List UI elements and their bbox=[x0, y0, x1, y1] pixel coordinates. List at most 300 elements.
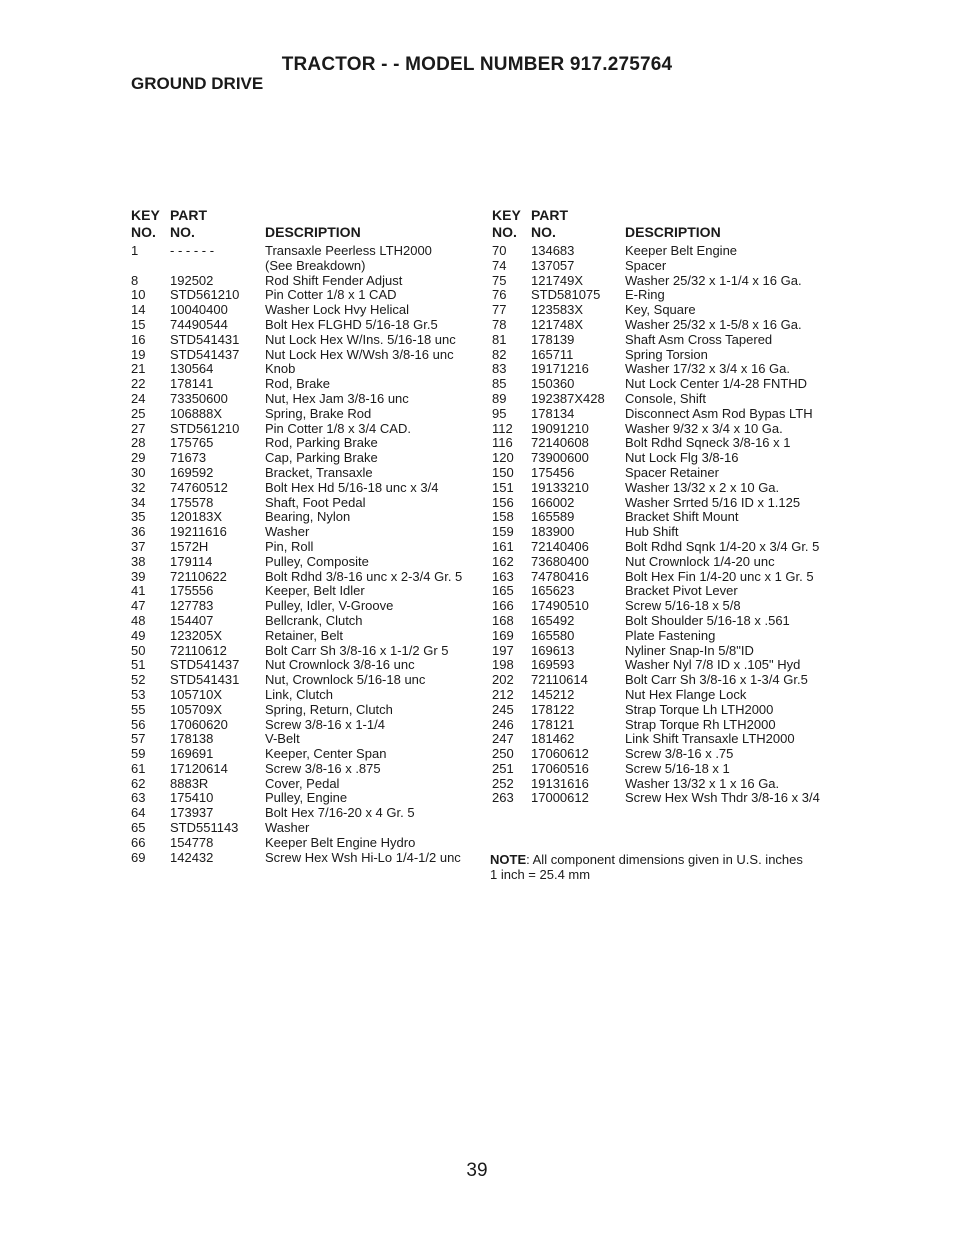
part-number: 150360 bbox=[531, 376, 575, 392]
part-description: Rod, Brake bbox=[265, 376, 331, 392]
part-number: 165623 bbox=[531, 583, 575, 599]
part-number: STD541431 bbox=[170, 331, 240, 347]
part-description: Bracket Pivot Lever bbox=[625, 583, 738, 599]
part-description: Bellcrank, Clutch bbox=[265, 612, 363, 628]
parts-row bbox=[491, 436, 836, 451]
parts-row bbox=[491, 244, 836, 259]
header-key-label: KEY bbox=[131, 207, 160, 223]
key-number: 83 bbox=[492, 361, 507, 377]
part-description: Screw 3/8-16 x .875 bbox=[265, 760, 381, 776]
part-description: Keeper, Belt Idler bbox=[265, 583, 365, 599]
part-description: Nut Lock Hex W/Ins. 5/16-18 unc bbox=[265, 331, 456, 347]
parts-row bbox=[131, 688, 481, 703]
part-description: Pulley, Idler, V-Groove bbox=[265, 598, 394, 614]
part-number: 73680400 bbox=[531, 553, 589, 569]
parts-row bbox=[491, 732, 836, 747]
part-description: Washer bbox=[265, 820, 310, 836]
key-number: 16 bbox=[131, 331, 146, 347]
key-number: 251 bbox=[492, 760, 514, 776]
parts-row bbox=[491, 451, 836, 466]
part-description: Nut Crownlock 3/8-16 unc bbox=[265, 657, 415, 673]
part-number: STD541431 bbox=[170, 672, 240, 688]
parts-row bbox=[131, 333, 481, 348]
key-number: 56 bbox=[131, 716, 146, 732]
part-description: Pin, Roll bbox=[265, 538, 314, 554]
parts-row bbox=[491, 318, 836, 333]
part-description: Pin Cotter 1/8 x 3/4 CAD. bbox=[265, 420, 411, 436]
part-number: 105709X bbox=[170, 701, 223, 717]
part-number: 71673 bbox=[170, 450, 207, 466]
parts-row bbox=[131, 407, 481, 422]
header-key-label: KEY bbox=[492, 207, 521, 223]
parts-row bbox=[491, 644, 836, 659]
key-number: 85 bbox=[492, 376, 507, 392]
part-number: 179114 bbox=[170, 553, 213, 569]
parts-row bbox=[491, 422, 836, 437]
key-number: 64 bbox=[131, 805, 146, 821]
key-number: 198 bbox=[492, 657, 514, 673]
key-number: 35 bbox=[131, 509, 146, 525]
part-description: Knob bbox=[265, 361, 296, 377]
part-description: Plate Fastening bbox=[625, 627, 716, 643]
part-number: 10040400 bbox=[170, 302, 228, 318]
parts-row bbox=[131, 747, 481, 762]
part-description: Nyliner Snap-In 5/8"ID bbox=[625, 642, 754, 658]
part-description: Nut Lock Center 1/4-28 FNTHD bbox=[625, 376, 808, 392]
header-description-label: DESCRIPTION bbox=[265, 224, 361, 240]
parts-row bbox=[131, 496, 481, 511]
parts-row bbox=[491, 614, 836, 629]
part-description: (See Breakdown) bbox=[265, 257, 366, 273]
part-number: STD541437 bbox=[170, 346, 240, 362]
parts-row bbox=[131, 629, 481, 644]
part-number: 121749X bbox=[531, 272, 584, 288]
part-description: Link, Clutch bbox=[265, 686, 333, 702]
key-number: 112 bbox=[492, 420, 513, 436]
part-description: Shaft Asm Cross Tapered bbox=[625, 331, 773, 347]
parts-row bbox=[131, 348, 481, 363]
part-number: - - - - - - bbox=[170, 243, 215, 258]
key-number: 37 bbox=[131, 538, 146, 554]
part-number: 173937 bbox=[170, 805, 214, 821]
parts-row bbox=[131, 584, 481, 599]
part-description: Bolt Rdhd Sqneck 3/8-16 x 1 bbox=[625, 435, 791, 451]
parts-row bbox=[131, 703, 481, 718]
parts-row bbox=[491, 466, 836, 481]
part-description: Nut Lock Hex W/Wsh 3/8-16 unc bbox=[265, 346, 454, 362]
key-number: 61 bbox=[131, 760, 146, 776]
header-key-no-label: NO. bbox=[131, 224, 156, 240]
parts-row bbox=[131, 732, 481, 747]
parts-row bbox=[491, 288, 836, 303]
key-number: 250 bbox=[492, 746, 514, 762]
part-number: 19171216 bbox=[531, 361, 589, 377]
parts-row bbox=[131, 422, 481, 437]
part-description: Nut Lock Flg 3/8-16 bbox=[625, 450, 739, 466]
key-number: 77 bbox=[492, 302, 507, 318]
key-number: 59 bbox=[131, 746, 146, 762]
part-number: 178122 bbox=[531, 701, 575, 717]
part-number: STD581075 bbox=[531, 287, 601, 303]
parts-row bbox=[131, 599, 481, 614]
part-number: 17060620 bbox=[170, 716, 228, 732]
part-number: 178139 bbox=[531, 331, 575, 347]
part-description: Bolt Hex FLGHD 5/16-18 Gr.5 bbox=[265, 316, 438, 332]
header-part-label: PART bbox=[531, 207, 569, 223]
key-number: 95 bbox=[492, 405, 507, 421]
part-description: Bracket Shift Mount bbox=[625, 509, 739, 525]
part-description: Screw 3/8-16 x 1-1/4 bbox=[265, 716, 385, 732]
key-number: 150 bbox=[492, 464, 514, 480]
parts-row bbox=[131, 451, 481, 466]
part-number: 73900600 bbox=[531, 450, 589, 466]
key-number: 168 bbox=[492, 612, 514, 628]
parts-row bbox=[131, 658, 481, 673]
key-number: 34 bbox=[131, 494, 146, 510]
parts-row bbox=[131, 718, 481, 733]
part-number: 72110612 bbox=[170, 642, 227, 658]
part-description: Spring, Brake Rod bbox=[265, 405, 372, 421]
parts-row bbox=[491, 392, 836, 407]
note-label: NOTE bbox=[490, 852, 527, 867]
key-number: 76 bbox=[492, 287, 507, 303]
part-description: Keeper, Center Span bbox=[265, 746, 387, 762]
key-number: 1 bbox=[131, 243, 139, 258]
key-number: 163 bbox=[492, 568, 514, 584]
part-number: 19131616 bbox=[531, 775, 589, 791]
part-description: Bolt Rdhd 3/8-16 unc x 2-3/4 Gr. 5 bbox=[265, 568, 463, 584]
key-number: 202 bbox=[492, 672, 514, 688]
part-description: Bolt Hex Fin 1/4-20 unc x 1 Gr. 5 bbox=[625, 568, 814, 584]
part-number: 127783 bbox=[170, 598, 214, 614]
key-number: 159 bbox=[492, 524, 514, 540]
part-number: 19133210 bbox=[531, 479, 589, 495]
key-number: 212 bbox=[492, 686, 514, 702]
part-description: Transaxle Peerless LTH2000 bbox=[265, 243, 432, 258]
part-description: V-Belt bbox=[265, 731, 300, 747]
part-description: Rod, Parking Brake bbox=[265, 435, 378, 451]
key-number: 24 bbox=[131, 390, 146, 406]
part-description: Washer 13/32 x 2 x 10 Ga. bbox=[625, 479, 780, 495]
parts-row bbox=[491, 599, 836, 614]
key-number: 19 bbox=[131, 346, 146, 362]
key-number: 10 bbox=[131, 287, 146, 303]
key-number: 8 bbox=[131, 272, 139, 288]
part-number: 72140608 bbox=[531, 435, 589, 451]
part-number: 175456 bbox=[531, 464, 575, 480]
part-description: Washer Srrted 5/16 ID x 1.125 bbox=[625, 494, 801, 510]
part-number: 8883R bbox=[170, 775, 209, 791]
key-number: 74 bbox=[492, 257, 507, 273]
header-part-no-label: NO. bbox=[531, 224, 556, 240]
parts-row bbox=[131, 392, 481, 407]
part-description: Spring, Return, Clutch bbox=[265, 701, 393, 717]
part-number: 175410 bbox=[170, 790, 214, 806]
part-description: Bearing, Nylon bbox=[265, 509, 351, 525]
parts-row bbox=[131, 288, 481, 303]
part-description: Keeper Belt Engine Hydro bbox=[265, 834, 416, 850]
key-number: 162 bbox=[492, 553, 514, 569]
part-number: 181462 bbox=[531, 731, 575, 747]
part-description: Shaft, Foot Pedal bbox=[265, 494, 366, 510]
key-number: 38 bbox=[131, 553, 146, 569]
part-number: 134683 bbox=[531, 243, 575, 258]
parts-row bbox=[491, 407, 836, 422]
parts-row bbox=[131, 673, 481, 688]
part-number: 169592 bbox=[170, 464, 214, 480]
part-description: Nut, Crownlock 5/16-18 unc bbox=[265, 672, 426, 688]
part-number: 123583X bbox=[531, 302, 584, 318]
part-description: Spacer bbox=[625, 257, 667, 273]
parts-table-left bbox=[131, 207, 481, 865]
parts-row bbox=[491, 274, 836, 289]
part-number: 17490510 bbox=[531, 598, 589, 614]
table-header-right bbox=[491, 207, 836, 243]
key-number: 158 bbox=[492, 509, 514, 525]
part-description: Bolt Carr Sh 3/8-16 x 1-3/4 Gr.5 bbox=[625, 672, 808, 688]
part-number: 178134 bbox=[531, 405, 575, 421]
part-description: Cover, Pedal bbox=[265, 775, 340, 791]
table-header-left bbox=[131, 207, 481, 243]
key-number: 161 bbox=[492, 538, 514, 554]
part-description: E-Ring bbox=[625, 287, 665, 303]
part-description: Retainer, Belt bbox=[265, 627, 344, 643]
parts-row bbox=[131, 762, 481, 777]
parts-row bbox=[131, 303, 481, 318]
parts-row bbox=[491, 377, 836, 392]
parts-row bbox=[131, 806, 481, 821]
part-description: Screw Hex Wsh Thdr 3/8-16 x 3/4 bbox=[625, 790, 820, 806]
key-number: 49 bbox=[131, 627, 146, 643]
parts-row bbox=[491, 584, 836, 599]
parts-row bbox=[491, 747, 836, 762]
key-number: 47 bbox=[131, 598, 146, 614]
note-conversion: 1 inch = 25.4 mm bbox=[490, 867, 591, 882]
part-description: Console, Shift bbox=[625, 390, 706, 406]
part-description: Washer 17/32 x 3/4 x 16 Ga. bbox=[625, 361, 790, 377]
key-number: 51 bbox=[131, 657, 146, 673]
parts-row bbox=[491, 718, 836, 733]
parts-row bbox=[131, 481, 481, 496]
part-number: 74760512 bbox=[170, 479, 228, 495]
part-number: 123205X bbox=[170, 627, 223, 643]
part-description: Screw 5/16-18 x 1 bbox=[625, 760, 730, 776]
part-number: 73350600 bbox=[170, 390, 228, 406]
header-part-label: PART bbox=[170, 207, 208, 223]
parts-table-right bbox=[491, 207, 836, 806]
key-number: 69 bbox=[131, 849, 146, 865]
part-number: 175556 bbox=[170, 583, 214, 599]
part-description: Washer 9/32 x 3/4 x 10 Ga. bbox=[625, 420, 783, 436]
part-number: 74490544 bbox=[170, 316, 228, 332]
parts-row bbox=[491, 496, 836, 511]
parts-list-left bbox=[131, 244, 481, 865]
key-number: 247 bbox=[492, 731, 514, 747]
part-number: 175765 bbox=[170, 435, 214, 451]
key-number: 50 bbox=[131, 642, 146, 658]
part-number: 169593 bbox=[531, 657, 575, 673]
parts-row bbox=[131, 318, 481, 333]
parts-row bbox=[131, 362, 481, 377]
part-number: 165580 bbox=[531, 627, 575, 643]
key-number: 169 bbox=[492, 627, 514, 643]
parts-row bbox=[491, 540, 836, 555]
part-number: 106888X bbox=[170, 405, 223, 421]
parts-row bbox=[131, 644, 481, 659]
page-title: TRACTOR - - MODEL NUMBER 917.275764 bbox=[281, 54, 673, 75]
part-description: Nut Crownlock 1/4-20 unc bbox=[625, 553, 775, 569]
parts-row bbox=[131, 614, 481, 629]
part-number: 178141 bbox=[170, 376, 214, 392]
key-number: 82 bbox=[492, 346, 507, 362]
parts-row bbox=[131, 777, 481, 792]
part-description: Link Shift Transaxle LTH2000 bbox=[625, 731, 795, 747]
part-number: 166002 bbox=[531, 494, 575, 510]
key-number: 252 bbox=[492, 775, 514, 791]
part-description: Washer Nyl 7/8 ID x .105" Hyd bbox=[625, 657, 801, 673]
key-number: 116 bbox=[492, 435, 513, 451]
parts-row bbox=[131, 836, 481, 851]
part-description: Washer bbox=[265, 524, 310, 540]
part-description: Washer Lock Hvy Helical bbox=[265, 302, 410, 318]
parts-row bbox=[491, 688, 836, 703]
key-number: 165 bbox=[492, 583, 514, 599]
part-description: Bolt Carr Sh 3/8-16 x 1-1/2 Gr 5 bbox=[265, 642, 449, 658]
parts-row bbox=[491, 555, 836, 570]
part-description: Washer 25/32 x 1-1/4 x 16 Ga. bbox=[625, 272, 802, 288]
part-number: 105710X bbox=[170, 686, 223, 702]
part-description: Rod Shift Fender Adjust bbox=[265, 272, 403, 288]
part-number: 178138 bbox=[170, 731, 214, 747]
part-number: 142432 bbox=[170, 849, 214, 865]
parts-row bbox=[491, 762, 836, 777]
part-description: Pulley, Engine bbox=[265, 790, 348, 806]
key-number: 25 bbox=[131, 405, 146, 421]
parts-row bbox=[491, 703, 836, 718]
part-number: 192387X428 bbox=[531, 390, 605, 406]
part-number: 169613 bbox=[531, 642, 575, 658]
key-number: 22 bbox=[131, 376, 146, 392]
key-number: 39 bbox=[131, 568, 146, 584]
parts-row bbox=[491, 362, 836, 377]
part-description: Bolt Hex Hd 5/16-18 unc x 3/4 bbox=[265, 479, 439, 495]
parts-row bbox=[491, 333, 836, 348]
part-number: 165492 bbox=[531, 612, 575, 628]
part-number: 130564 bbox=[170, 361, 214, 377]
part-number: 120183X bbox=[170, 509, 223, 525]
header-key-no-label: NO. bbox=[492, 224, 517, 240]
parts-row bbox=[491, 510, 836, 525]
section-title: GROUND DRIVE bbox=[131, 74, 264, 93]
part-description: Cap, Parking Brake bbox=[265, 450, 378, 466]
key-number: 57 bbox=[131, 731, 146, 747]
page-number: 39 bbox=[466, 1160, 488, 1181]
part-description: Bracket, Transaxle bbox=[265, 464, 373, 480]
part-number: 137057 bbox=[531, 257, 575, 273]
parts-row bbox=[491, 303, 836, 318]
dimension-note bbox=[490, 852, 835, 882]
part-description: Bolt Shoulder 5/16-18 x .561 bbox=[625, 612, 790, 628]
key-number: 66 bbox=[131, 834, 146, 850]
part-description: Spring Torsion bbox=[625, 346, 708, 362]
parts-row bbox=[491, 481, 836, 496]
part-number: 19091210 bbox=[531, 420, 589, 436]
parts-row bbox=[131, 851, 481, 866]
part-description: Pulley, Composite bbox=[265, 553, 369, 569]
header-description-label: DESCRIPTION bbox=[625, 224, 721, 240]
parts-row bbox=[131, 510, 481, 525]
key-number: 21 bbox=[131, 361, 146, 377]
key-number: 75 bbox=[492, 272, 507, 288]
part-description: Bolt Hex 7/16-20 x 4 Gr. 5 bbox=[265, 805, 415, 821]
part-description: Keeper Belt Engine bbox=[625, 243, 738, 258]
parts-row bbox=[131, 555, 481, 570]
part-description: Washer 25/32 x 1-5/8 x 16 Ga. bbox=[625, 316, 802, 332]
part-description: Spacer Retainer bbox=[625, 464, 719, 480]
part-description: Key, Square bbox=[625, 302, 696, 318]
parts-row bbox=[131, 274, 481, 289]
key-number: 41 bbox=[131, 583, 146, 599]
part-number: 17120614 bbox=[170, 760, 228, 776]
part-number: STD561210 bbox=[170, 420, 240, 436]
part-number: 154407 bbox=[170, 612, 214, 628]
part-description: Disconnect Asm Rod Bypas LTH bbox=[625, 405, 813, 421]
key-number: 263 bbox=[492, 790, 514, 806]
key-number: 62 bbox=[131, 775, 146, 791]
parts-row bbox=[131, 466, 481, 481]
parts-row bbox=[491, 791, 836, 806]
parts-row bbox=[491, 658, 836, 673]
key-number: 14 bbox=[131, 302, 146, 318]
parts-row bbox=[131, 259, 481, 274]
key-number: 55 bbox=[131, 701, 146, 717]
parts-row bbox=[131, 540, 481, 555]
part-number: 183900 bbox=[531, 524, 575, 540]
parts-row bbox=[131, 377, 481, 392]
part-number: 165589 bbox=[531, 509, 575, 525]
key-number: 48 bbox=[131, 612, 146, 628]
part-number: 145212 bbox=[531, 686, 575, 702]
key-number: 27 bbox=[131, 420, 146, 436]
part-number: 17060516 bbox=[531, 760, 589, 776]
part-number: 17000612 bbox=[531, 790, 589, 806]
part-number: STD551143 bbox=[170, 820, 239, 836]
key-number: 52 bbox=[131, 672, 146, 688]
parts-row bbox=[131, 436, 481, 451]
part-number: 169691 bbox=[170, 746, 214, 762]
part-number: 72140406 bbox=[531, 538, 589, 554]
part-number: 154778 bbox=[170, 834, 214, 850]
key-number: 30 bbox=[131, 464, 146, 480]
header-part-no-label: NO. bbox=[170, 224, 195, 240]
part-description: Strap Torque Rh LTH2000 bbox=[625, 716, 776, 732]
key-number: 78 bbox=[492, 316, 507, 332]
part-number: 175578 bbox=[170, 494, 214, 510]
key-number: 32 bbox=[131, 479, 146, 495]
part-number: 165711 bbox=[531, 346, 574, 362]
key-number: 53 bbox=[131, 686, 146, 702]
parts-row bbox=[491, 259, 836, 274]
key-number: 156 bbox=[492, 494, 514, 510]
key-number: 151 bbox=[492, 479, 514, 495]
key-number: 89 bbox=[492, 390, 507, 406]
part-description: Washer 13/32 x 1 x 16 Ga. bbox=[625, 775, 780, 791]
key-number: 245 bbox=[492, 701, 514, 717]
parts-row bbox=[491, 348, 836, 363]
part-description: Screw 3/8-16 x .75 bbox=[625, 746, 734, 762]
key-number: 36 bbox=[131, 524, 146, 540]
parts-row bbox=[491, 673, 836, 688]
